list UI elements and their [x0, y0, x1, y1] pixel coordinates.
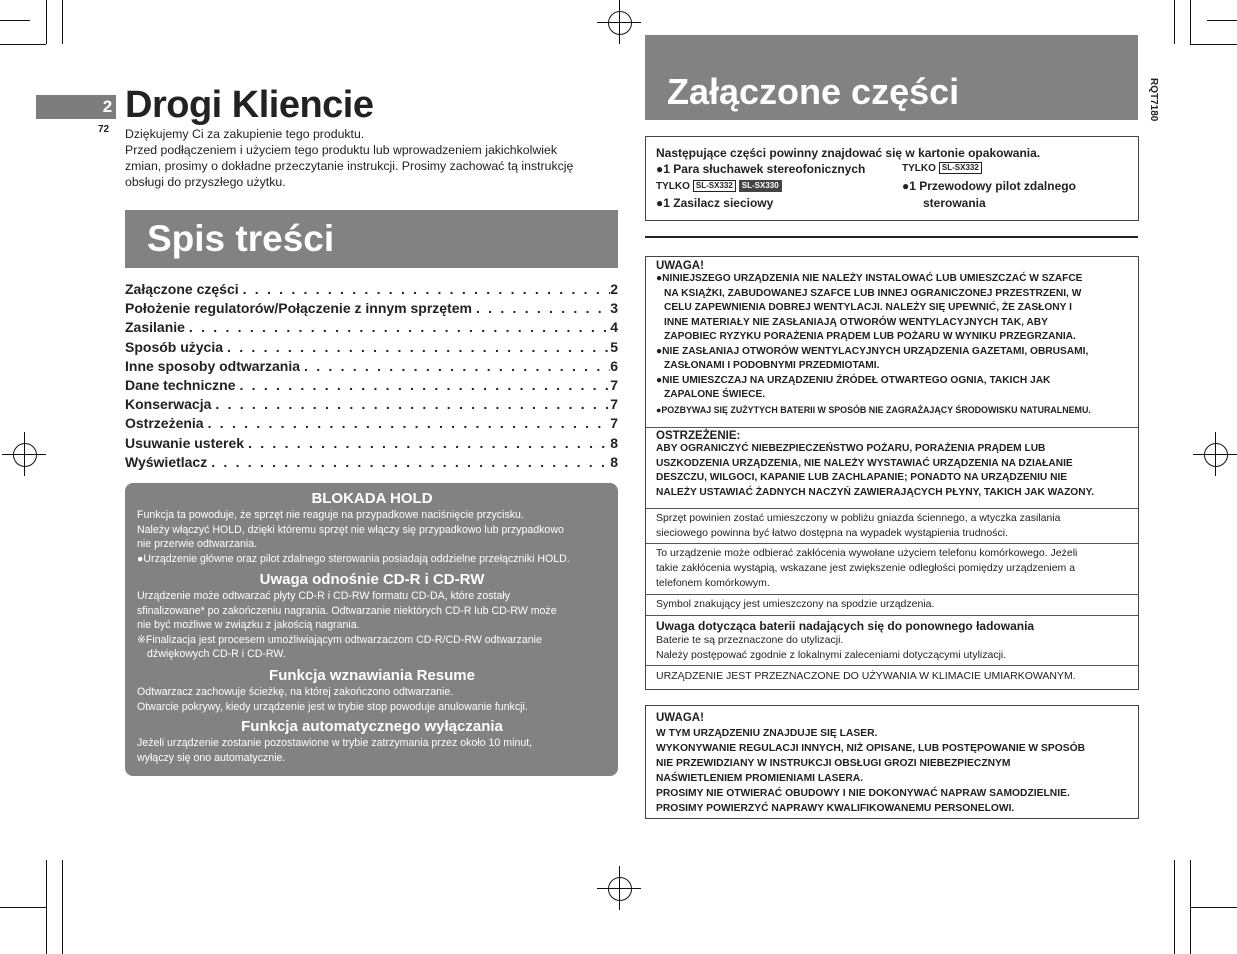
registration-mark-top	[597, 0, 641, 44]
feature-cdr: Uwaga odnośnie CD-R i CD-RW Urządzenie może odtwarzać płyty CD-R i CD-RW formatu CD-DA, które zostały sfinalizowane* po zakończeniu nagrania. Odtwarzanie niektórych CD-R lub CD-RW może nie być możliwe w związku z jakością nagrania. ※Finalizacja jest procesem umożliwiającym odtwarzaczom CD-R/CD-RW odtwarzanie dźwiękowych CD-R i CD-RW.	[137, 571, 607, 662]
laser-text: UWAGA! W TYM URZĄDZENIU ZNAJDUJE SIĘ LASER. WYKONYWANIE REGULACJI INNYCH, NIŻ OPISANE, LUB POSTĘPOWANIE W SPOSÓB NIE PRZEWIDZIANY W INSTRUKCJI OBSŁUGI GROZI NIEBEZPIECZNYM NAŚWIETLENIEM PROMIENIAMI LASERA. PROSIMY NIE OTWIERAĆ OBUDOWY I NIE DOKONYWAĆ NAPRAW SAMODZIELNIE. PROSIMY POWIERZYĆ NAPRAWY KWALIFIKOWANEMU PERSONELOWI.	[656, 711, 1130, 816]
feature-title: Uwaga odnośnie CD-R i CD-RW	[259, 571, 485, 588]
toc-item[interactable]: Zasilanie . . . 4	[125, 318, 618, 337]
caution-title: UWAGA!	[656, 260, 704, 272]
model-tag: SL-SX330	[739, 180, 782, 192]
model-tag: SL-SX332	[939, 162, 982, 174]
divider	[646, 508, 1138, 509]
page-number: 2	[102, 97, 113, 116]
doc-code: RQT7180	[1148, 78, 1159, 122]
feature-title: BLOKADA HOLD	[311, 490, 433, 507]
toc-item[interactable]: Położenie regulatorów/Połączenie z innym sprzętem . . . 3	[125, 299, 618, 318]
part-remote: ●1 Przewodowy pilot zdalnego	[902, 179, 1076, 193]
toc-item[interactable]: Konserwacja . . . 7	[125, 395, 618, 414]
model-note-right: TYLKO SL-SX332	[902, 162, 982, 174]
toc-item[interactable]: Inne sposoby odtwarzania . . . 6	[125, 357, 618, 376]
battery-title: Uwaga dotycząca baterii nadających się do ponownego ładowania	[656, 619, 1035, 633]
divider	[646, 543, 1138, 544]
divider	[646, 427, 1138, 428]
included-parts-box	[645, 136, 1139, 221]
toc-item[interactable]: Wyświetlacz . . . 8	[125, 453, 618, 472]
warning-title: OSTRZEŻENIE:	[656, 430, 741, 442]
features-panel	[125, 483, 618, 776]
registration-mark-right	[1193, 432, 1237, 476]
toc-item[interactable]: Sposób użycia . . . 5	[125, 338, 618, 357]
page-title: Drogi Kliencie	[125, 84, 374, 126]
model-tag: SL-SX332	[693, 180, 736, 192]
feature-title: Funkcja wznawiania Resume	[269, 667, 475, 684]
laser-title: UWAGA!	[656, 712, 704, 724]
part-remote-cont: sterowania	[923, 196, 986, 210]
symbol-note: Symbol znakujący jest umieszczony na spodzie urządzenia.	[656, 598, 935, 610]
feature-resume: Funkcja wznawiania Resume Odtwarzacz zachowuje ścieżkę, na której zakończono odtwarzanie. Otwarcie pokrywy, kiedy urządzenie jest w trybie stop powoduje anulowanie funkcji.	[137, 667, 607, 714]
registration-mark-left	[2, 432, 46, 476]
intro-text: Dziękujemy Ci za zakupienie tego produktu. Przed podłączeniem i użyciem tego produktu lub wprowadzeniem jakichkolwiek zmian, prosimy o dokładne przeczytanie instrukcji. Prosimy zachować tą instrukcję obsługi do przyszłego użytku.	[125, 127, 574, 189]
warning-block: OSTRZEŻENIE: ABY OGRANICZYĆ NIEBEZPIECZEŃSTWO POŻARU, PORAŻENIA PRĄDEM LUB USZKODZENIA URZĄDZENIA, NIE NALEŻY WYSTAWIAĆ URZĄDZENIA NA DZIAŁANIE DESZCZU, WILGOCI, KAPANIE LUB ZACHLAPANIE; PONADTO NA URZĄDZENIU NIE NALEŻY USTAWIAĆ ŻADNYCH NACZYŃ ZAWIERAJĄCYCH PŁYNY, TAKICH JAK WAZONY.	[656, 430, 1130, 500]
part-headphones: ●1 Para słuchawek stereofonicznych	[656, 162, 866, 176]
divider	[646, 615, 1138, 616]
feature-title: Funkcja automatycznego wyłączania	[241, 718, 503, 735]
climate-note: URZĄDZENIE JEST PRZEZNACZONE DO UŻYWANIA W KLIMACIE UMIARKOWANYM.	[656, 670, 1076, 682]
feature-hold: BLOKADA HOLD Funkcja ta powoduje, że sprzęt nie reaguje na przypadkowe naciśnięcie przycisku. Należy włączyć HOLD, dzięki któremu sprzęt nie włączy się przypadkowo lub przypadkowo nie przerwie odtwarzania. ●Urządzenie główne oraz pilot zdalnego sterowania posiadają oddzielne przełączniki HOLD.	[137, 490, 607, 566]
toc-title: Spis treści	[147, 218, 335, 259]
table-of-contents	[125, 280, 618, 472]
toc-header	[125, 210, 618, 268]
feature-auto-off: Funkcja automatycznego wyłączania Jeżeli urządzenie zostanie pozostawione w trybie zatrzymania przez około 10 minut, wyłączy się ono automatycznie.	[137, 718, 607, 765]
warning-box	[645, 256, 1139, 690]
model-note-left: TYLKO SL-SX332 SL-SX330	[656, 180, 782, 192]
section-divider	[645, 236, 1138, 238]
parts-heading: Następujące części powinny znajdować się w kartonie opakowania.	[656, 146, 1041, 160]
toc-item[interactable]: Dane techniczne . . . 7	[125, 376, 618, 395]
divider	[646, 665, 1138, 666]
divider	[646, 594, 1138, 595]
page-sub-number: 72	[98, 124, 110, 135]
caution-block: UWAGA! ●NINIEJSZEGO URZĄDZENIA NIE NALEŻY INSTALOWAĆ LUB UMIESZCZAĆ W SZAFCE NA KSIĄŻKI, ZABUDOWANEJ SZAFCE LUB INNEJ OGRANICZONEJ PRZESTRZENI, W CELU ZAPEWNIENIA DOBREJ WENTYLACJI. NALEŻY SIĘ UPEWNIĆ, ŻE ZASŁONY I INNE MATERIAŁY NIE ZASŁANIAJĄ OTWORÓW WENTYLACYJNYCH TAK, ABY ZAPOBIEC RYZYKU PORAŻENIA PRĄDEM LUB POŻARU W WYNIKU PRZEGRZANIA. ●NIE ZASŁANIAJ OTWORÓW WENTYLACYJNYCH URZĄDZENIA GAZETAMI, OBRUSAMI, ZASŁONAMI I PODOBNYMI PRZEDMIOTAMI. ●NIE UMIESZCZAJ NA URZĄDZENIU ŹRÓDEŁ OTWARTEGO OGNIA, TAKICH JAK ZAPALONE ŚWIECE. ●POZBYWAJ SIĘ ZUŻYTYCH BATERII W SPOSÓB NIE ZAGRAŻAJĄCY ŚRODOWISKU NATURALNEMU.	[656, 260, 1130, 417]
laser-warning-box	[645, 705, 1139, 819]
parts-header	[645, 35, 1138, 120]
socket-note: Sprzęt powinien zostać umieszczony w pobliżu gniazda ściennego, a wtyczka zasilania sieciowego powinna być łatwo dostępna na wypadek wystąpienia trudności.	[656, 512, 1061, 539]
battery-note: Uwaga dotycząca baterii nadających się do ponownego ładowania Baterie te są przeznaczone do utylizacji. Należy postępować zgodnie z lokalnymi zaleceniami dotyczącymi utylizacji.	[656, 619, 1130, 663]
toc-item[interactable]: Załączone części . . . 2	[125, 280, 618, 299]
toc-item[interactable]: Ostrzeżenia . . . 7	[125, 414, 618, 433]
part-ac-adaptor: ●1 Zasilacz sieciowy	[656, 196, 774, 210]
registration-mark-bottom	[597, 866, 641, 910]
toc-item[interactable]: Usuwanie usterek . . . 8	[125, 434, 618, 453]
phone-note: To urządzenie może odbierać zakłócenia wywołane użyciem telefonu komórkowego. Jeżeli takie zakłócenia wystąpią, wskazane jest zwiększenie odległości pomiędzy urządzeniem a telefonem komórkowym.	[656, 547, 1078, 589]
parts-title: Załączone części	[667, 71, 960, 112]
